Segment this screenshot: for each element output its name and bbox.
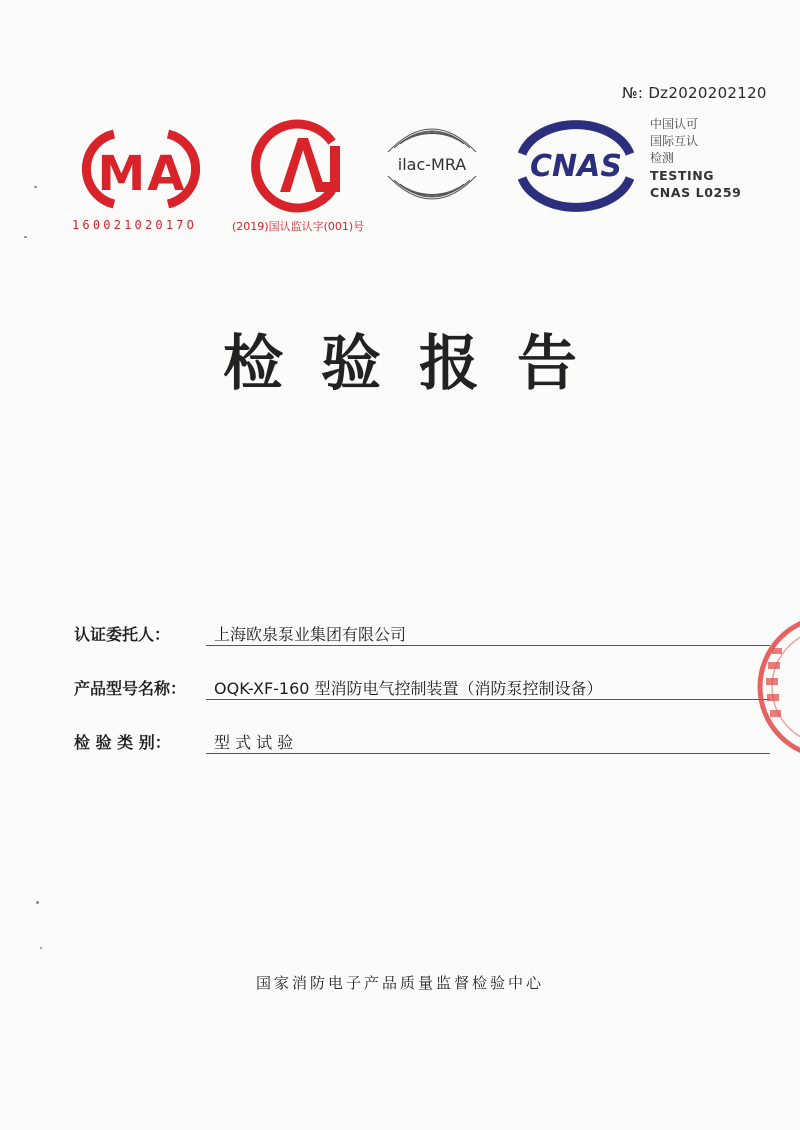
- client-label: 认证委托人：: [74, 625, 171, 644]
- red-seal: [752, 612, 800, 766]
- ilac-mra-text: ilac-MRA: [397, 155, 467, 174]
- cnas-info-line: 国际互认: [650, 134, 699, 148]
- certification-logos: [0, 110, 800, 240]
- cal-caption: (2019)国认监认字(001)号: [232, 220, 365, 233]
- cnas-text: CNAS: [530, 149, 622, 184]
- cnas-info-line: 检测: [650, 151, 675, 165]
- report-title: 检验报告: [223, 329, 615, 399]
- client-field: [74, 618, 770, 646]
- cnas-info-line: 中国认可: [650, 117, 699, 131]
- cal-logo: [246, 116, 356, 216]
- scan-speck: [34, 186, 37, 188]
- cma-letters: MA: [97, 146, 187, 202]
- type-value: 型 式 试 验: [214, 733, 294, 752]
- cnas-info-line: CNAS L0259: [650, 185, 742, 200]
- product-field: [74, 672, 770, 700]
- product-underline: [206, 699, 770, 700]
- issuing-organization: 国家消防电子产品质量监督检验中心: [255, 974, 544, 992]
- report-number: №: Dz2020202120: [622, 84, 767, 102]
- cnas-logo: [512, 120, 640, 212]
- product-label: 产品型号名称：: [74, 679, 187, 698]
- cma-number: 16002102017O: [72, 218, 198, 232]
- cma-logo: [66, 122, 216, 212]
- scan-speck: [40, 947, 42, 949]
- product-value: OQK-XF-160 型消防电气控制装置（消防泵控制设备）: [214, 679, 603, 698]
- cnas-info: [650, 116, 741, 201]
- type-underline: [206, 753, 770, 754]
- cnas-info-line: TESTING: [650, 168, 715, 183]
- client-value: 上海欧泉泵业集团有限公司: [214, 625, 407, 644]
- type-label: 检 验 类 别：: [74, 733, 171, 752]
- client-underline: [206, 645, 770, 646]
- scan-speck: [24, 236, 27, 238]
- type-field: [74, 726, 770, 754]
- ilac-mra-logo: [380, 112, 484, 216]
- scan-speck: [36, 901, 39, 904]
